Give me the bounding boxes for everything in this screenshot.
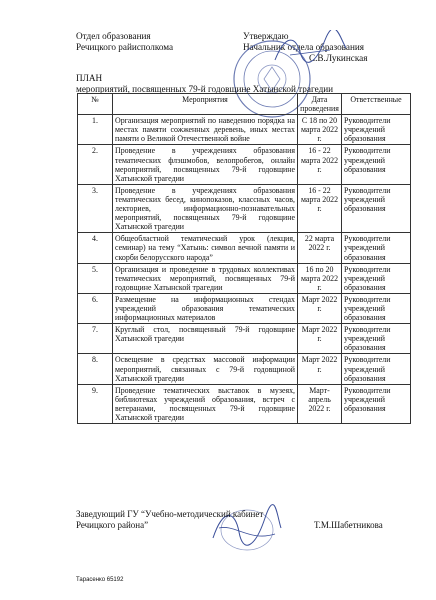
row-date: С 18 по 20 марта 2022 г. (298, 115, 342, 145)
row-responsible: Руководители учреждений образования (342, 145, 411, 184)
row-num: 6. (78, 293, 113, 323)
plan-subtitle: мероприятий, посвященных 79-й годовщине Хатынской трагедии (76, 84, 334, 94)
row-responsible: Руководители учреждений образования (342, 293, 411, 323)
col-header-date: Дата проведения (298, 94, 342, 115)
plan-heading (76, 73, 333, 95)
row-activity: Круглый стол, посвященный 79-й годовщине Хатынской трагедии (113, 324, 298, 354)
row-num: 1. (78, 115, 113, 145)
row-date: Март 2022 г. (298, 354, 342, 384)
table-header-row (78, 94, 411, 115)
row-responsible: Руководители учреждений образования (342, 184, 411, 232)
plan-title: ПЛАН (76, 73, 103, 83)
issuer-block (76, 31, 173, 53)
row-num: 4. (78, 233, 113, 263)
footer-signer-name: Т.М.Шабетникова (314, 520, 383, 530)
row-date: Март 2022 г. (298, 324, 342, 354)
approve-title: Начальник отдела образования (243, 42, 365, 52)
col-header-responsible: Ответственные (342, 94, 411, 115)
row-responsible: Руководители учреждений образования (342, 324, 411, 354)
row-activity: Организация и проведение в трудовых коллективах тематических мероприятий, посвященных 79-й годовщине Хатынской трагедии (113, 263, 298, 293)
row-date: 16 по 20 марта 2022 г. (298, 263, 342, 293)
row-responsible: Руководители учреждений образования (342, 233, 411, 263)
col-header-num: № (78, 94, 113, 115)
table-row (78, 115, 411, 145)
footer-position-line-2: Речицкого района” (76, 520, 149, 530)
table-row (78, 184, 411, 232)
col-header-activity: Мероприятия (113, 94, 298, 115)
executor-note: Тарасенко 65192 (76, 577, 124, 583)
table-row (78, 324, 411, 354)
row-date: 16 - 22 марта 2022 г. (298, 145, 342, 184)
events-table (77, 93, 411, 424)
row-date: 16 - 22 марта 2022 г. (298, 184, 342, 232)
row-activity: Освещение в средствах массовой информации мероприятий, связанных с 79-й годовщиной Хатынской трагедии (113, 354, 298, 384)
table-row (78, 384, 411, 423)
row-activity: Проведение тематических выставок в музеях, библиотеках учреждений образования, встреч с ветеранами, посвященных 79-й годовщине Хатынской трагедии (113, 384, 298, 423)
row-num: 2. (78, 145, 113, 184)
row-activity: Размещение на информационных стендах учреждений образования тематических информационных материалов (113, 293, 298, 323)
issuer-line-2: Речицкого райисполкома (76, 42, 174, 52)
approve-label: Утверждаю (243, 31, 289, 41)
row-date: 22 марта 2022 г. (298, 233, 342, 263)
footer-block (76, 509, 383, 531)
issuer-line-1: Отдел образования (76, 31, 151, 41)
row-date: Март 2022 г. (298, 293, 342, 323)
table-row (78, 263, 411, 293)
table-row (78, 293, 411, 323)
row-responsible: Руководители учреждений образования (342, 115, 411, 145)
row-num: 9. (78, 384, 113, 423)
row-responsible: Руководители учреждений образования (342, 263, 411, 293)
row-activity: Проведение в учреждениях образования тематических флэшмобов, велопробегов, онлайн мероприятий, посвященных 79-й годовщине Хатынской трагедии (113, 145, 298, 184)
row-activity: Проведение в учреждениях образования тематических бесед, кинопоказов, классных часов, лекториев, информационно-познавательных мероприятий, посвященных 79-й годовщине Хатынской трагедии (113, 184, 298, 232)
row-num: 8. (78, 354, 113, 384)
row-activity: Организация мероприятий по наведению порядка на местах памяти сожженных деревень, иных местах памяти о Великой Отечественной войне (113, 115, 298, 145)
row-responsible: Руководители учреждений образования (342, 354, 411, 384)
approve-name: С.В.Лукинская (309, 53, 368, 63)
table-row (78, 354, 411, 384)
row-responsible: Руководители учреждений образования (342, 384, 411, 423)
row-date: Март-апрель 2022 г. (298, 384, 342, 423)
footer-position-line-1: Заведующий ГУ “Учебно-методический кабинет (76, 509, 264, 519)
row-num: 7. (78, 324, 113, 354)
table-row (78, 233, 411, 263)
table-row (78, 145, 411, 184)
row-num: 5. (78, 263, 113, 293)
row-activity: Общеобластной тематический урок (лекция, семинар) на тему “Хатынь: символ вечной памяти и скорби белорусского народа” (113, 233, 298, 263)
row-num: 3. (78, 184, 113, 232)
